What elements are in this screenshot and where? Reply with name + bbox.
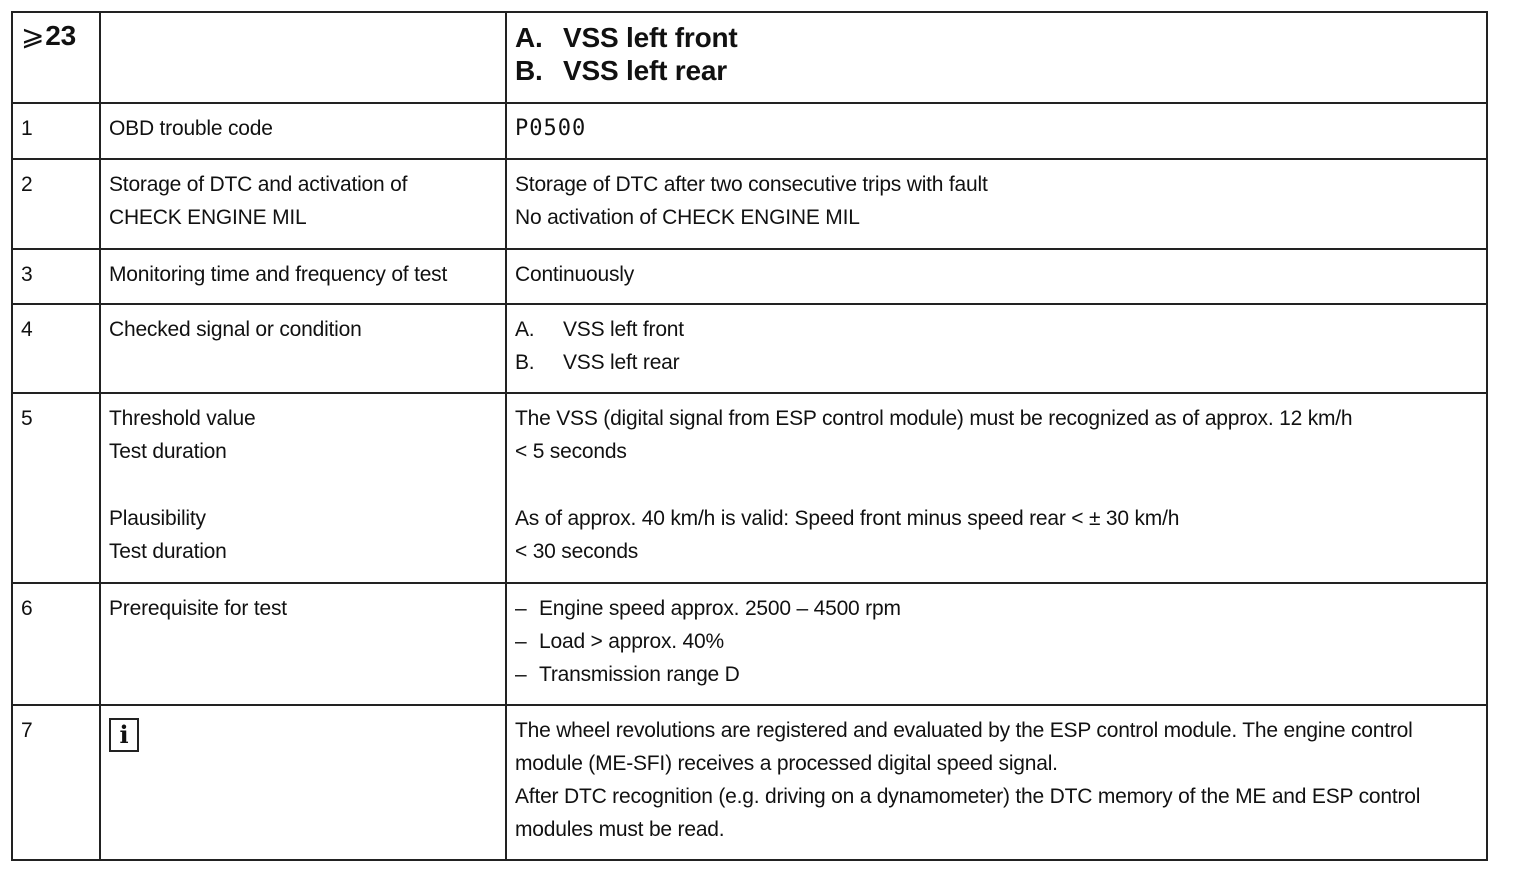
bullet-dash: – (515, 597, 527, 620)
header-number-cell (12, 12, 100, 103)
row-number: 6 (12, 583, 100, 705)
row-number: 4 (12, 304, 100, 393)
row-label (100, 159, 506, 249)
label-line: Test duration (109, 440, 227, 463)
greater-equal-symbol: ⩾ (21, 20, 45, 51)
value-line: The VSS (digital signal from ESP control module) must be recognized as of approx. 12 km/h (515, 407, 1353, 430)
obd-code: P0500 (515, 116, 587, 141)
info-icon: i (109, 718, 139, 752)
row-value (506, 304, 1487, 393)
header-title-cell (506, 12, 1487, 103)
table-row (12, 705, 1487, 860)
table-row (12, 393, 1487, 583)
title-text-a: VSS left front (563, 22, 738, 53)
table-row (12, 583, 1487, 705)
title-letter-a: A. (515, 22, 543, 53)
table-row (12, 304, 1487, 393)
title-letter-b: B. (515, 55, 543, 86)
row-label: Monitoring time and frequency of test (100, 249, 506, 304)
value-line: < 30 seconds (515, 540, 639, 563)
value-line: Storage of DTC after two consecutive trips with fault (515, 173, 988, 196)
value-line: module (ME-SFI) receives a processed digital speed signal. (515, 752, 1058, 775)
row-label: Checked signal or condition (100, 304, 506, 393)
value-line: No activation of CHECK ENGINE MIL (515, 206, 860, 229)
value-line: As of approx. 40 km/h is valid: Speed front minus speed rear < ± 30 km/h (515, 507, 1180, 530)
table-row (12, 103, 1487, 159)
diagnostic-table (11, 11, 1488, 861)
row-number: 5 (12, 393, 100, 583)
item-letter: B. (515, 351, 535, 374)
row-value (506, 583, 1487, 705)
row-value: Continuously (506, 249, 1487, 304)
value-line: The wheel revolutions are registered and evaluated by the ESP control module. The engine control (515, 719, 1413, 742)
value-line: After DTC recognition (e.g. driving on a dynamometer) the DTC memory of the ME and ESP control (515, 785, 1421, 808)
row-number: 3 (12, 249, 100, 304)
bullet-text: Load > approx. 40% (539, 630, 724, 653)
label-line: CHECK ENGINE MIL (109, 206, 307, 229)
row-value (506, 159, 1487, 249)
row-value (506, 103, 1487, 159)
row-value (506, 705, 1487, 860)
row-number: 2 (12, 159, 100, 249)
row-number: 1 (12, 103, 100, 159)
row-number: 7 (12, 705, 100, 860)
label-line: Plausibility (109, 507, 206, 530)
bullet-dash: – (515, 630, 527, 653)
row-value (506, 393, 1487, 583)
label-line: Threshold value (109, 407, 256, 430)
bullet-text: Transmission range D (539, 663, 740, 686)
row-label: OBD trouble code (100, 103, 506, 159)
item-text: VSS left front (563, 318, 684, 341)
header-number: 23 (45, 20, 77, 51)
row-label (100, 705, 506, 860)
table-row (12, 159, 1487, 249)
bullet-dash: – (515, 663, 527, 686)
item-letter: A. (515, 318, 535, 341)
title-text-b: VSS left rear (563, 55, 727, 86)
item-text: VSS left rear (563, 351, 680, 374)
table-row (12, 249, 1487, 304)
label-line: Test duration (109, 540, 227, 563)
row-label (100, 393, 506, 583)
label-line: Storage of DTC and activation of (109, 173, 408, 196)
header-empty-cell (100, 12, 506, 103)
header-row (12, 12, 1487, 103)
row-label: Prerequisite for test (100, 583, 506, 705)
value-line: modules must be read. (515, 818, 725, 841)
bullet-text: Engine speed approx. 2500 – 4500 rpm (539, 597, 901, 620)
value-line: < 5 seconds (515, 440, 627, 463)
